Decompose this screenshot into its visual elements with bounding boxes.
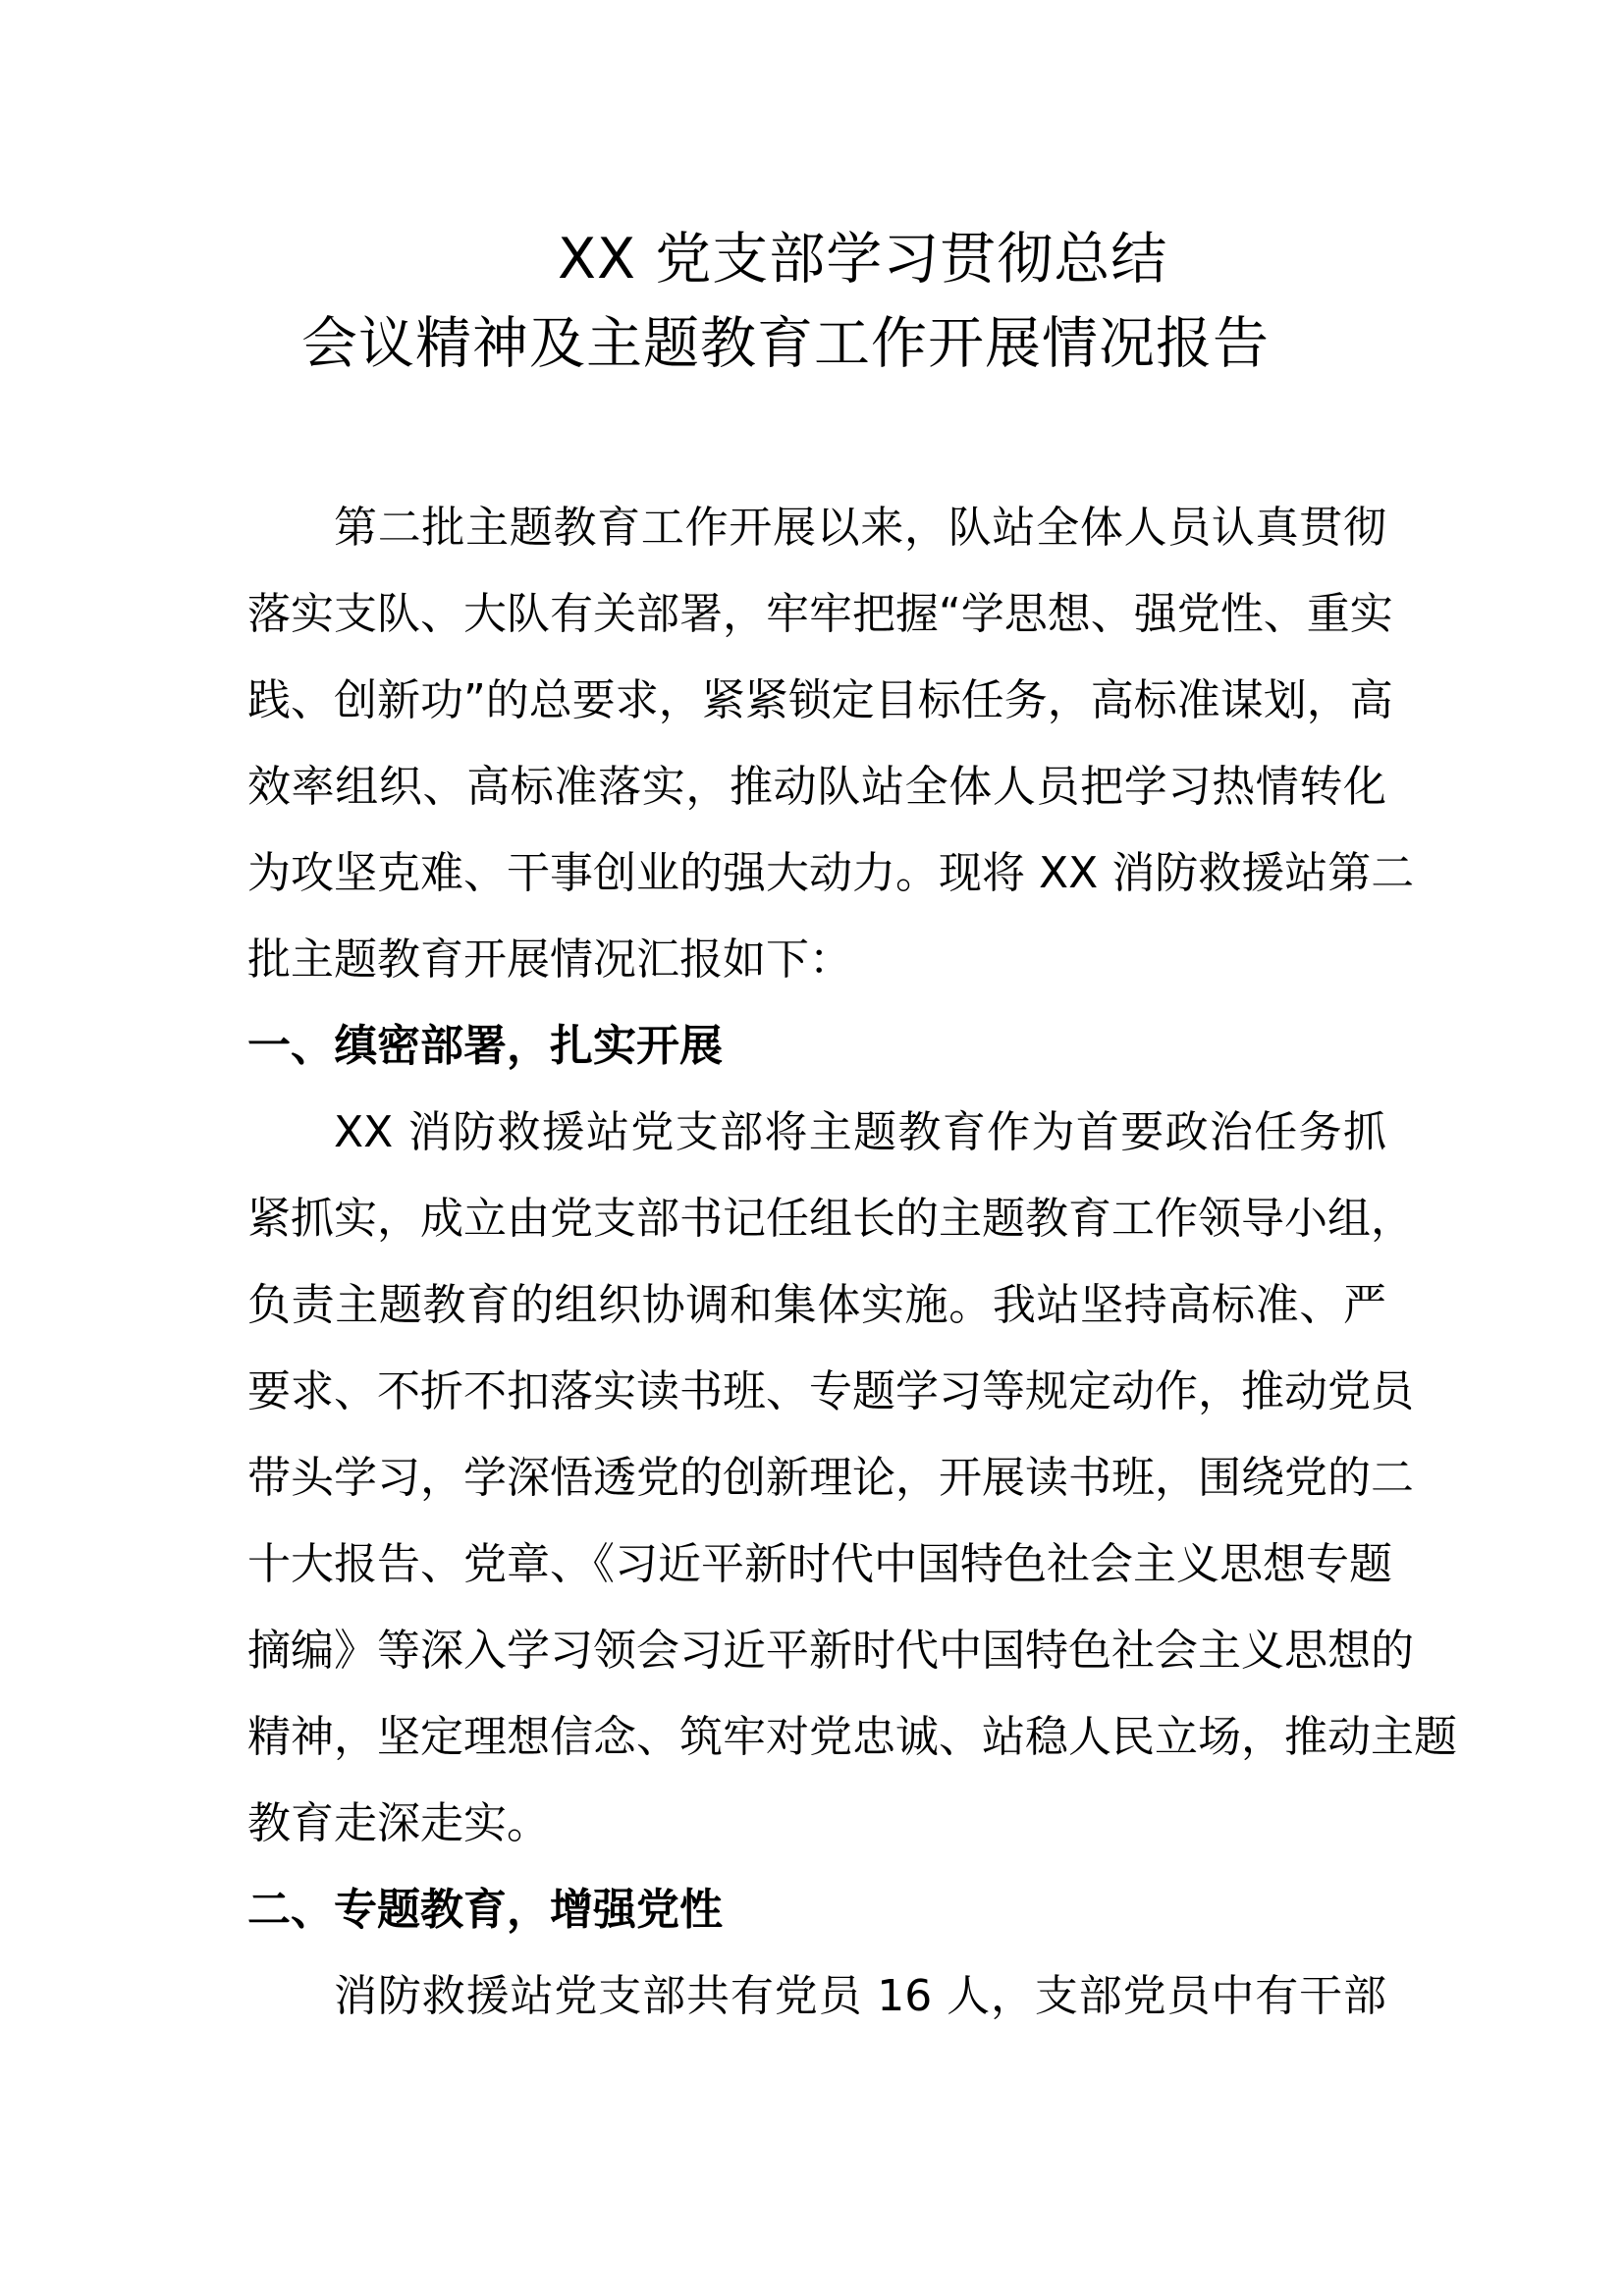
section1-paragraph-line: 教育走深走实。 [247, 1798, 550, 1848]
intro-paragraph-line: 效率组织、高标准落实，推动队站全体人员把学习热情转化 [247, 762, 1386, 812]
section1-paragraph-line: XX 消防救援站党支部将主题教育作为首要政治任务抓 [334, 1107, 1386, 1157]
section1-paragraph-line: 精神，坚定理想信念、筑牢对党忠诚、站稳人民立场，推动主题 [247, 1712, 1457, 1762]
intro-paragraph-line: 践、创新功”的总要求，紧紧锁定目标任务，高标准谋划，高 [247, 675, 1393, 725]
section1-paragraph-line: 负责主题教育的组织协调和集体实施。我站坚持高标准、严 [247, 1280, 1386, 1330]
section1-paragraph-line: 十大报告、党章、《习近平新时代中国特色社会主义思想专题 [247, 1539, 1392, 1589]
intro-paragraph-line: 为攻坚克难、干事创业的强大动力。现将 XX 消防救援站第二 [247, 848, 1415, 898]
intro-paragraph-line: 第二批主题教育工作开展以来，队站全体人员认真贯彻 [334, 503, 1386, 553]
section1-paragraph-line: 摘编》等深入学习领会习近平新时代中国特色社会主义思想的 [247, 1626, 1414, 1676]
document-title-line-2: 会议精神及主题教育工作开展情况报告 [301, 311, 1270, 376]
section2-paragraph-line: 消防救援站党支部共有党员 16 人，支部党员中有干部 [334, 1971, 1386, 2021]
section-heading-2: 二、专题教育，增强党性 [247, 1885, 723, 1935]
section1-paragraph-line: 带头学习，学深悟透党的创新理论，开展读书班，围绕党的二 [247, 1453, 1414, 1503]
section-heading-1: 一、缜密部署，扎实开展 [247, 1021, 723, 1071]
section1-paragraph-line: 紧抓实，成立由党支部书记任组长的主题教育工作领导小组， [247, 1194, 1414, 1244]
intro-paragraph-line: 批主题教育开展情况汇报如下： [247, 934, 852, 985]
intro-paragraph-line: 落实支队、大队有关部署，牢牢把握“学思想、强党性、重实 [247, 589, 1393, 639]
document-title-line-1: XX 党支部学习贯彻总结 [558, 227, 1168, 292]
section1-paragraph-line: 要求、不折不扣落实读书班、专题学习等规定动作，推动党员 [247, 1366, 1414, 1416]
